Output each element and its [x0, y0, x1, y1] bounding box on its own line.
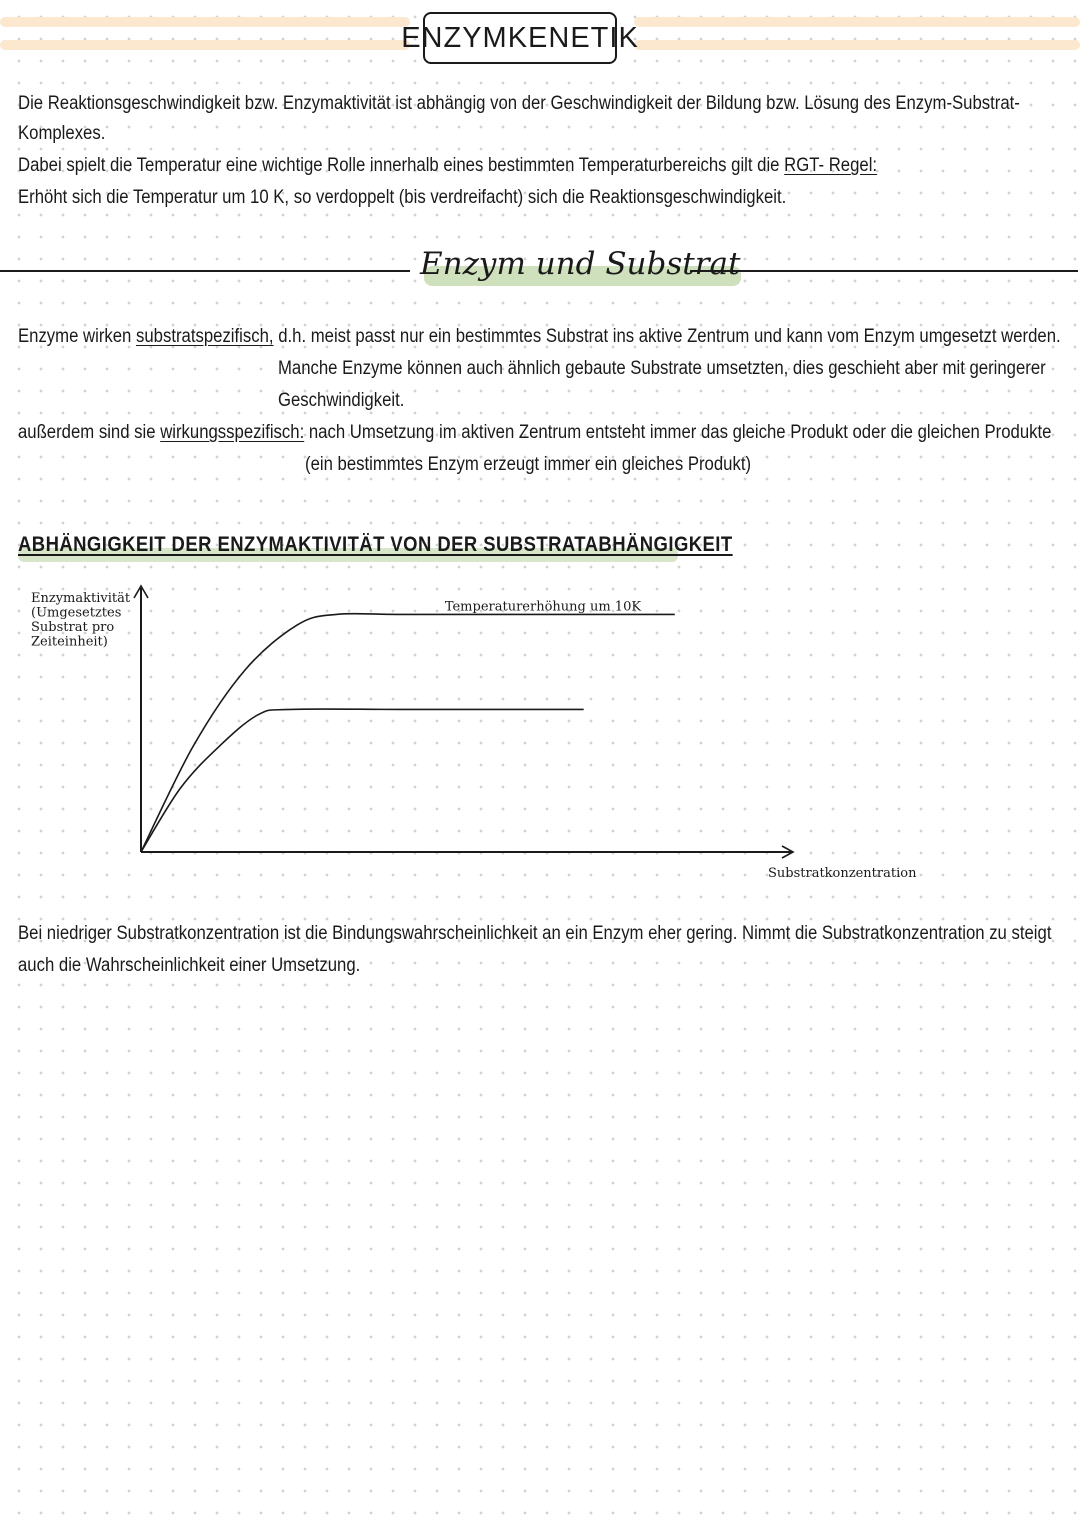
y-axis-label-line: Enzymaktivität — [31, 591, 131, 606]
section-p1-line-1 — [18, 321, 1061, 353]
y-axis-label-line: (Umgesetztes — [31, 605, 122, 621]
section-p1-pre: Enzyme wirken — [18, 326, 137, 347]
section-p2-pre: außerdem sind sie — [18, 422, 161, 443]
page-title — [401, 12, 639, 64]
series-label: Temperaturerhöhung um 10K — [444, 599, 642, 615]
section-p1-line-3: Geschwindigkeit. — [278, 390, 405, 411]
header-highlight-right-bottom — [634, 40, 1080, 50]
series-line-0 — [141, 614, 675, 852]
section-heading-text: Enzym und Substrat — [420, 246, 741, 282]
conclusion-line-2: auch die Wahrscheinlichkeit einer Umsetzung. — [18, 955, 361, 976]
intro-line-3-text: Dabei spielt die Temperatur eine wichtige Rolle innerhalb eines bestimmten Temperaturbereichs gilt die — [18, 155, 785, 176]
rgt-rule-term: RGT- Regel: — [784, 155, 878, 176]
section-p2-post: nach Umsetzung im aktiven Zentrum entsteht immer das gleiche Produkt oder die gleichen Produkte — [304, 422, 1052, 443]
y-axis-label-line: Zeiteinheit) — [31, 634, 108, 650]
enzyme-activity-chart — [0, 570, 1080, 890]
section-heading — [420, 246, 741, 282]
intro-line-1: Die Reaktionsgeschwindigkeit bzw. Enzymaktivität ist abhängig von der Geschwindigkeit der Bildung bzw. Lösung des Enzym-Substrat- — [18, 93, 1020, 114]
intro-line-2: Komplexes. — [18, 123, 106, 144]
section-p1-line-2: Manche Enzyme können auch ähnlich gebaute Substrate umsetzten, dies geschieht aber mit geringerer — [278, 358, 1046, 379]
section-p1-post: d.h. meist passt nur ein bestimmtes Substrat ins aktive Zentrum und kann vom Enzym umgesetzt werden. — [273, 326, 1061, 347]
intro-line-3 — [18, 150, 877, 182]
wirkungsspezifisch-term: wirkungsspezifisch: — [160, 422, 305, 443]
chart-subheading: ABHÄNGIGKEIT DER ENZYMAKTIVITÄT VON DER SUBSTRATABHÄNGIGKEIT — [18, 533, 733, 556]
intro-line-4: Erhöht sich die Temperatur um 10 K, so verdoppelt (bis verdreifacht) sich die Reaktionsgeschwindigkeit. — [18, 187, 787, 208]
y-axis-label — [31, 591, 131, 650]
series-line-1 — [141, 709, 584, 852]
section-p2-line-1 — [18, 417, 1051, 449]
conclusion-line-1: Bei niedriger Substratkonzentration ist die Bindungswahrscheinlichkeit an ein Enzym eher gering. Nimmt die Substratkonzentration zu steigt — [18, 923, 1052, 944]
chart-series — [141, 599, 675, 852]
page-title-text: ENZYMKENETIK — [401, 21, 639, 54]
header-highlight-left-bottom — [0, 40, 410, 50]
y-axis-label-line: Substrat pro — [31, 620, 115, 635]
x-axis-label: Substratkonzentration — [768, 866, 917, 881]
header-highlight-left-top — [0, 17, 410, 27]
section-p2-line-2: (ein bestimmtes Enzym erzeugt immer ein gleiches Produkt) — [305, 454, 752, 475]
substratspezifisch-term: substratspezifisch, — [136, 326, 274, 347]
header-highlight-right-top — [634, 17, 1080, 27]
